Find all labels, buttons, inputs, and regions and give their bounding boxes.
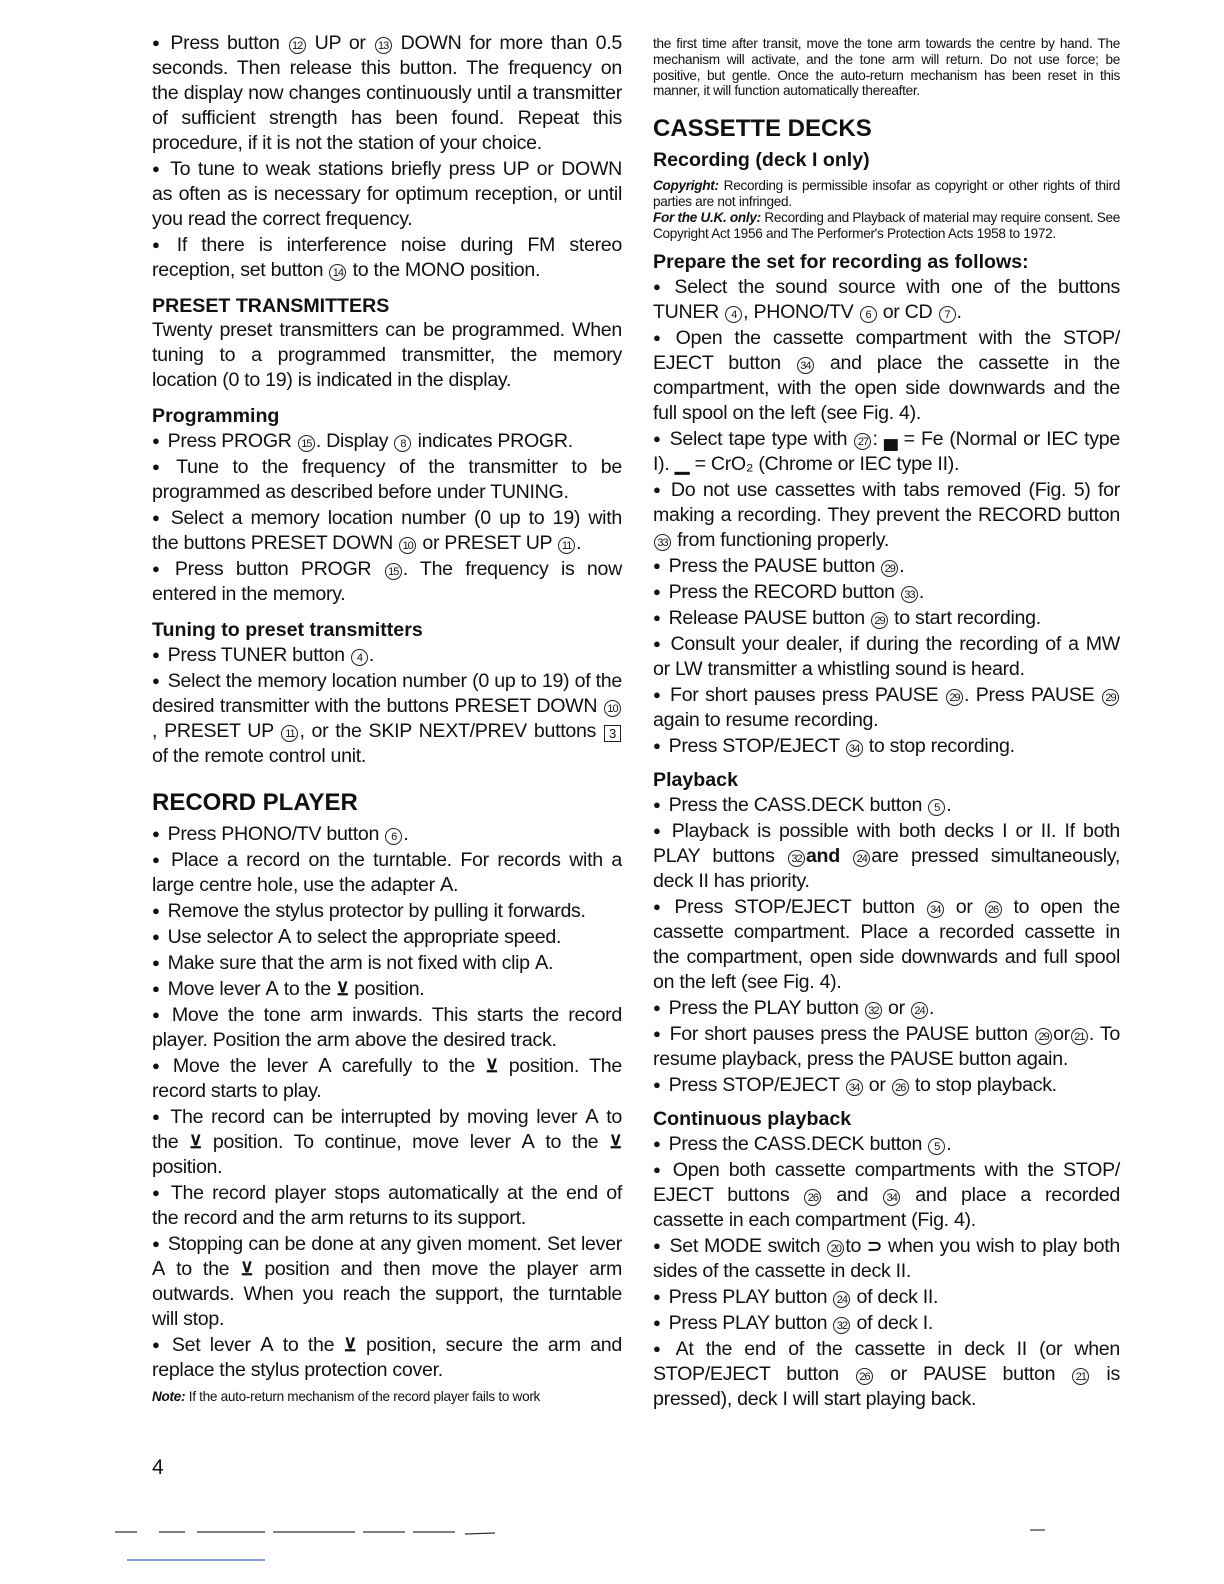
continuous-playback-heading: Continuous playback — [653, 1108, 852, 1131]
left-column — [152, 30, 622, 1405]
pb-item: ● Press the CASS.DECK button 5 . — [653, 792, 1120, 818]
button-ref: 34 — [846, 740, 863, 757]
tuning-paragraph-3: ● If there is interference noise during FM stereo reception, set button 14 to the MONO position. — [152, 232, 622, 283]
button-ref: 4 — [725, 306, 742, 323]
button-ref: 15 — [298, 435, 315, 452]
button-ref: 5 — [928, 1138, 945, 1155]
button-ref: 33 — [901, 586, 918, 603]
lever-down-icon: ⊻ — [485, 1056, 499, 1076]
warning-triangle-icon: A — [318, 1055, 332, 1077]
lever-down-icon: ⊻ — [609, 1132, 622, 1152]
button-ref: 24 — [853, 850, 870, 867]
note-continued: the first time after transit, move the tone arm towards the centre by hand. The mechanism will activate, and the tone arm will return. Do not use force; be positive, but gentle. Once the auto-return mechanism has been reset in this manner, it will function automatically thereafter. — [653, 36, 1120, 99]
prog-item: ● Press button PROGR 15 . The frequency is now entered in the memory. — [152, 556, 622, 607]
preset-heading: PRESET TRANSMITTERS — [152, 295, 390, 317]
cp-item: ● Open both cassette compartments with the STOP/ EJECT buttons 26 and 34 and place a recorded cassette in each compartment (Fig. 4). — [653, 1157, 1120, 1233]
button-ref: 34 — [846, 1079, 863, 1096]
tun-item: ● Select the memory location number (0 up to 19) of the desired transmitter with the buttons PRESET DOWN 10, PRESET UP 11 , or the SKIP NEXT/PREV buttons 3 of the remote control unit. — [152, 668, 622, 769]
button-ref: 34 — [883, 1189, 900, 1206]
button-ref: 7 — [939, 306, 956, 323]
button-ref: 32 — [865, 1002, 882, 1019]
prepare-heading: Prepare the set for recording as follows: — [653, 251, 1029, 274]
button-ref: 4 — [351, 649, 368, 666]
note: Note: If the auto-return mechanism of the record player fails to work — [152, 1389, 541, 1404]
rec-item: ● Open the cassette compartment with the STOP/ EJECT button 34 and place the cassette in the compartment, with the open side downwards and the full spool on the left (see Fig. 4). — [653, 325, 1120, 426]
pb-item: ● Press STOP/EJECT button 34 or 26 to open the cassette compartment. Place a recorded cassette in the compartment, open side downwards and full spool on the left (see Fig. 4). — [653, 894, 1120, 995]
button-ref: 26 — [892, 1079, 909, 1096]
right-column — [653, 36, 1120, 1412]
warning-triangle-icon: A — [439, 874, 454, 896]
button-ref: 14 — [329, 264, 346, 281]
preset-text: Twenty preset transmitters can be programmed. When tuning to a programmed transmitter, the memory location (0 to 19) is indicated in the display. — [152, 319, 622, 391]
cp-item: ● At the end of the cassette in deck II (or when STOP/EJECT button 26 or PAUSE button 21 is pressed), deck I will start playing back. — [653, 1336, 1120, 1412]
copyright-note: Copyright: Recording is permissible insofar as copyright or other rights of third parties are not infringed. — [653, 178, 1121, 209]
rp-item: ● Place a record on the turntable. For records with a large centre hole, use the adapter A. — [152, 847, 622, 898]
button-ref: 10 — [399, 537, 416, 554]
tuning-preset-heading: Tuning to preset transmitters — [152, 619, 423, 641]
rp-item: ● Move the lever A carefully to the ⊻ position. The record starts to play. — [152, 1053, 622, 1104]
tuning-paragraph-2: ● To tune to weak stations briefly press UP or DOWN as often as is necessary for optimum reception, or until you read the correct frequency. — [152, 156, 622, 232]
pb-item: ● Playback is possible with both decks I or II. If both PLAY buttons 32 and 24 are pressed simultaneously, deck II has priority. — [653, 818, 1120, 894]
cp-item: ● Press the CASS.DECK button 5 . — [653, 1131, 1120, 1157]
rec-item: ● Press STOP/EJECT 34 to stop recording. — [653, 733, 1120, 759]
remote-button-ref: 3 — [604, 725, 621, 742]
button-ref: 34 — [797, 357, 814, 374]
warning-triangle-icon: A — [265, 978, 279, 1000]
rp-item: ● Press PHONO/TV button 6 . — [152, 821, 622, 847]
button-ref: 34 — [927, 901, 944, 918]
record-player-heading: RECORD PLAYER — [152, 789, 358, 816]
warning-triangle-icon: A — [152, 1258, 166, 1280]
rp-item: ● The record player stops automatically at the end of the record and the arm returns to its support. — [152, 1180, 622, 1231]
button-ref: 29 — [1035, 1028, 1052, 1045]
tuning-paragraph-1: ● Press button 12 UP or 13 DOWN for more than 0.5 seconds. Then release this button. The frequency on the display now changes continuously until a transmitter of sufficient strength has been found. Repeat this procedure, if it is not the station of your choice. — [152, 30, 622, 156]
rec-item: ● Press the RECORD button 33 . — [653, 579, 1120, 605]
button-ref: 24 — [911, 1002, 928, 1019]
rec-item: ● Consult your dealer, if during the recording of a MW or LW transmitter a whistling sound is heard. — [653, 631, 1120, 682]
prog-item: ● Select a memory location number (0 up to 19) with the buttons PRESET DOWN 10 or PRESET UP 11 . — [152, 505, 622, 556]
button-ref: 26 — [985, 901, 1002, 918]
prog-item: ● Tune to the frequency of the transmitter to be programmed as described before under TUNING. — [152, 454, 622, 505]
button-ref: 5 — [928, 799, 945, 816]
rec-item: ● Do not use cassettes with tabs removed (Fig. 5) for making a recording. They prevent the RECORD button 33 from functioning properly. — [653, 477, 1120, 553]
button-ref: 27 — [854, 433, 871, 450]
cp-item: ● Set MODE switch 20 to ⊃ when you wish to play both sides of the cassette in deck II. — [653, 1233, 1120, 1284]
button-ref: 26 — [856, 1368, 873, 1385]
lever-down-icon: ⊻ — [343, 1335, 357, 1355]
button-ref: 29 — [881, 560, 898, 577]
warning-triangle-icon: A — [278, 926, 292, 948]
warning-triangle-icon: A — [534, 952, 548, 974]
rp-item: ● Make sure that the arm is not fixed with clip A. — [152, 950, 622, 976]
button-ref: 29 — [871, 612, 888, 629]
button-ref: 10 — [604, 700, 621, 717]
playback-heading: Playback — [653, 769, 738, 792]
button-ref: 24 — [833, 1291, 850, 1308]
rec-item: ● For short pauses press PAUSE 29 . Press PAUSE 29 again to resume recording. — [653, 682, 1120, 733]
button-ref: 21 — [1071, 1028, 1088, 1045]
warning-triangle-icon: A — [585, 1106, 599, 1128]
lever-down-icon: ⊻ — [336, 979, 350, 999]
rec-item: ● Select tape type with 27 : ▄ = Fe (Normal or IEC type I). ▁ = CrO₂ (Chrome or IEC type II). — [653, 426, 1120, 477]
button-ref: 12 — [289, 37, 306, 54]
button-ref: 29 — [946, 689, 963, 706]
button-ref: 6 — [860, 306, 877, 323]
button-ref: 26 — [804, 1189, 821, 1206]
rp-item: ● Use selector A to select the appropriate speed. — [152, 924, 622, 950]
warning-triangle-icon: A — [260, 1334, 274, 1356]
rp-item: ● Set lever A to the ⊻ position, secure the arm and replace the stylus protection cover. — [152, 1332, 622, 1383]
page-number: 4 — [152, 1456, 164, 1479]
button-ref: 20 — [827, 1240, 844, 1257]
lever-down-icon: ⊻ — [240, 1259, 254, 1279]
rec-item: ● Select the sound source with one of the buttons TUNER 4 , PHONO/TV 6 or CD 7 . — [653, 274, 1120, 325]
programming-heading: Programming — [152, 405, 280, 427]
pb-item: ● Press STOP/EJECT 34 or 26 to stop playback. — [653, 1072, 1120, 1098]
button-ref: 32 — [788, 850, 805, 867]
button-ref: 15 — [385, 563, 402, 580]
button-ref: 29 — [1102, 689, 1119, 706]
button-ref: 33 — [654, 534, 671, 551]
rp-item: ● Move lever A to the ⊻ position. — [152, 976, 622, 1002]
pb-item: ● For short pauses press the PAUSE button 29 or 21 . To resume playback, press the PAUSE button again. — [653, 1021, 1120, 1072]
cp-item: ● Press PLAY button 32 of deck I. — [653, 1310, 1120, 1336]
button-ref: 11 — [281, 725, 298, 742]
button-ref: 13 — [375, 37, 392, 54]
button-ref: 11 — [558, 537, 575, 554]
button-ref: 32 — [833, 1317, 850, 1334]
cp-item: ● Press PLAY button 24 of deck II. — [653, 1284, 1120, 1310]
cassette-heading: CASSETTE DECKS — [653, 115, 872, 143]
rp-item: ● Remove the stylus protector by pulling it forwards. — [152, 898, 622, 924]
warning-triangle-icon: A — [521, 1131, 535, 1153]
rp-item: ● Stopping can be done at any given moment. Set lever A to the ⊻ position and then move the player arm outwards. When you reach the support, the turntable will stop. — [152, 1231, 622, 1332]
continuous-mode-icon: ⊃ — [867, 1236, 882, 1257]
recording-heading: Recording (deck I only) — [653, 149, 870, 172]
button-ref: 6 — [385, 828, 402, 845]
scan-artifact-lines — [115, 1520, 1055, 1570]
rp-item: ● The record can be interrupted by moving lever A to the ⊻ position. To continue, move lever A to the ⊻ position. — [152, 1104, 622, 1180]
rp-item: ● Move the tone arm inwards. This starts the record player. Position the arm above the desired track. — [152, 1002, 622, 1053]
button-ref: 21 — [1072, 1368, 1089, 1385]
rec-item: ● Press the PAUSE button 29 . — [653, 553, 1120, 579]
uk-note: For the U.K. only: Recording and Playback of material may require consent. See Copyright Act 1956 and The Performer's Protection Acts 1958 to 1972. — [653, 209, 1120, 241]
tun-item: ● Press TUNER button 4 . — [152, 642, 622, 668]
lever-down-icon: ⊻ — [189, 1132, 203, 1152]
prog-item: ● Press PROGR 15 . Display 8 indicates PROGR. — [152, 428, 622, 454]
rec-item: ● Release PAUSE button 29 to start recording. — [653, 605, 1120, 631]
button-ref: 8 — [394, 435, 411, 452]
pb-item: ● Press the PLAY button 32 or 24 . — [653, 995, 1120, 1021]
